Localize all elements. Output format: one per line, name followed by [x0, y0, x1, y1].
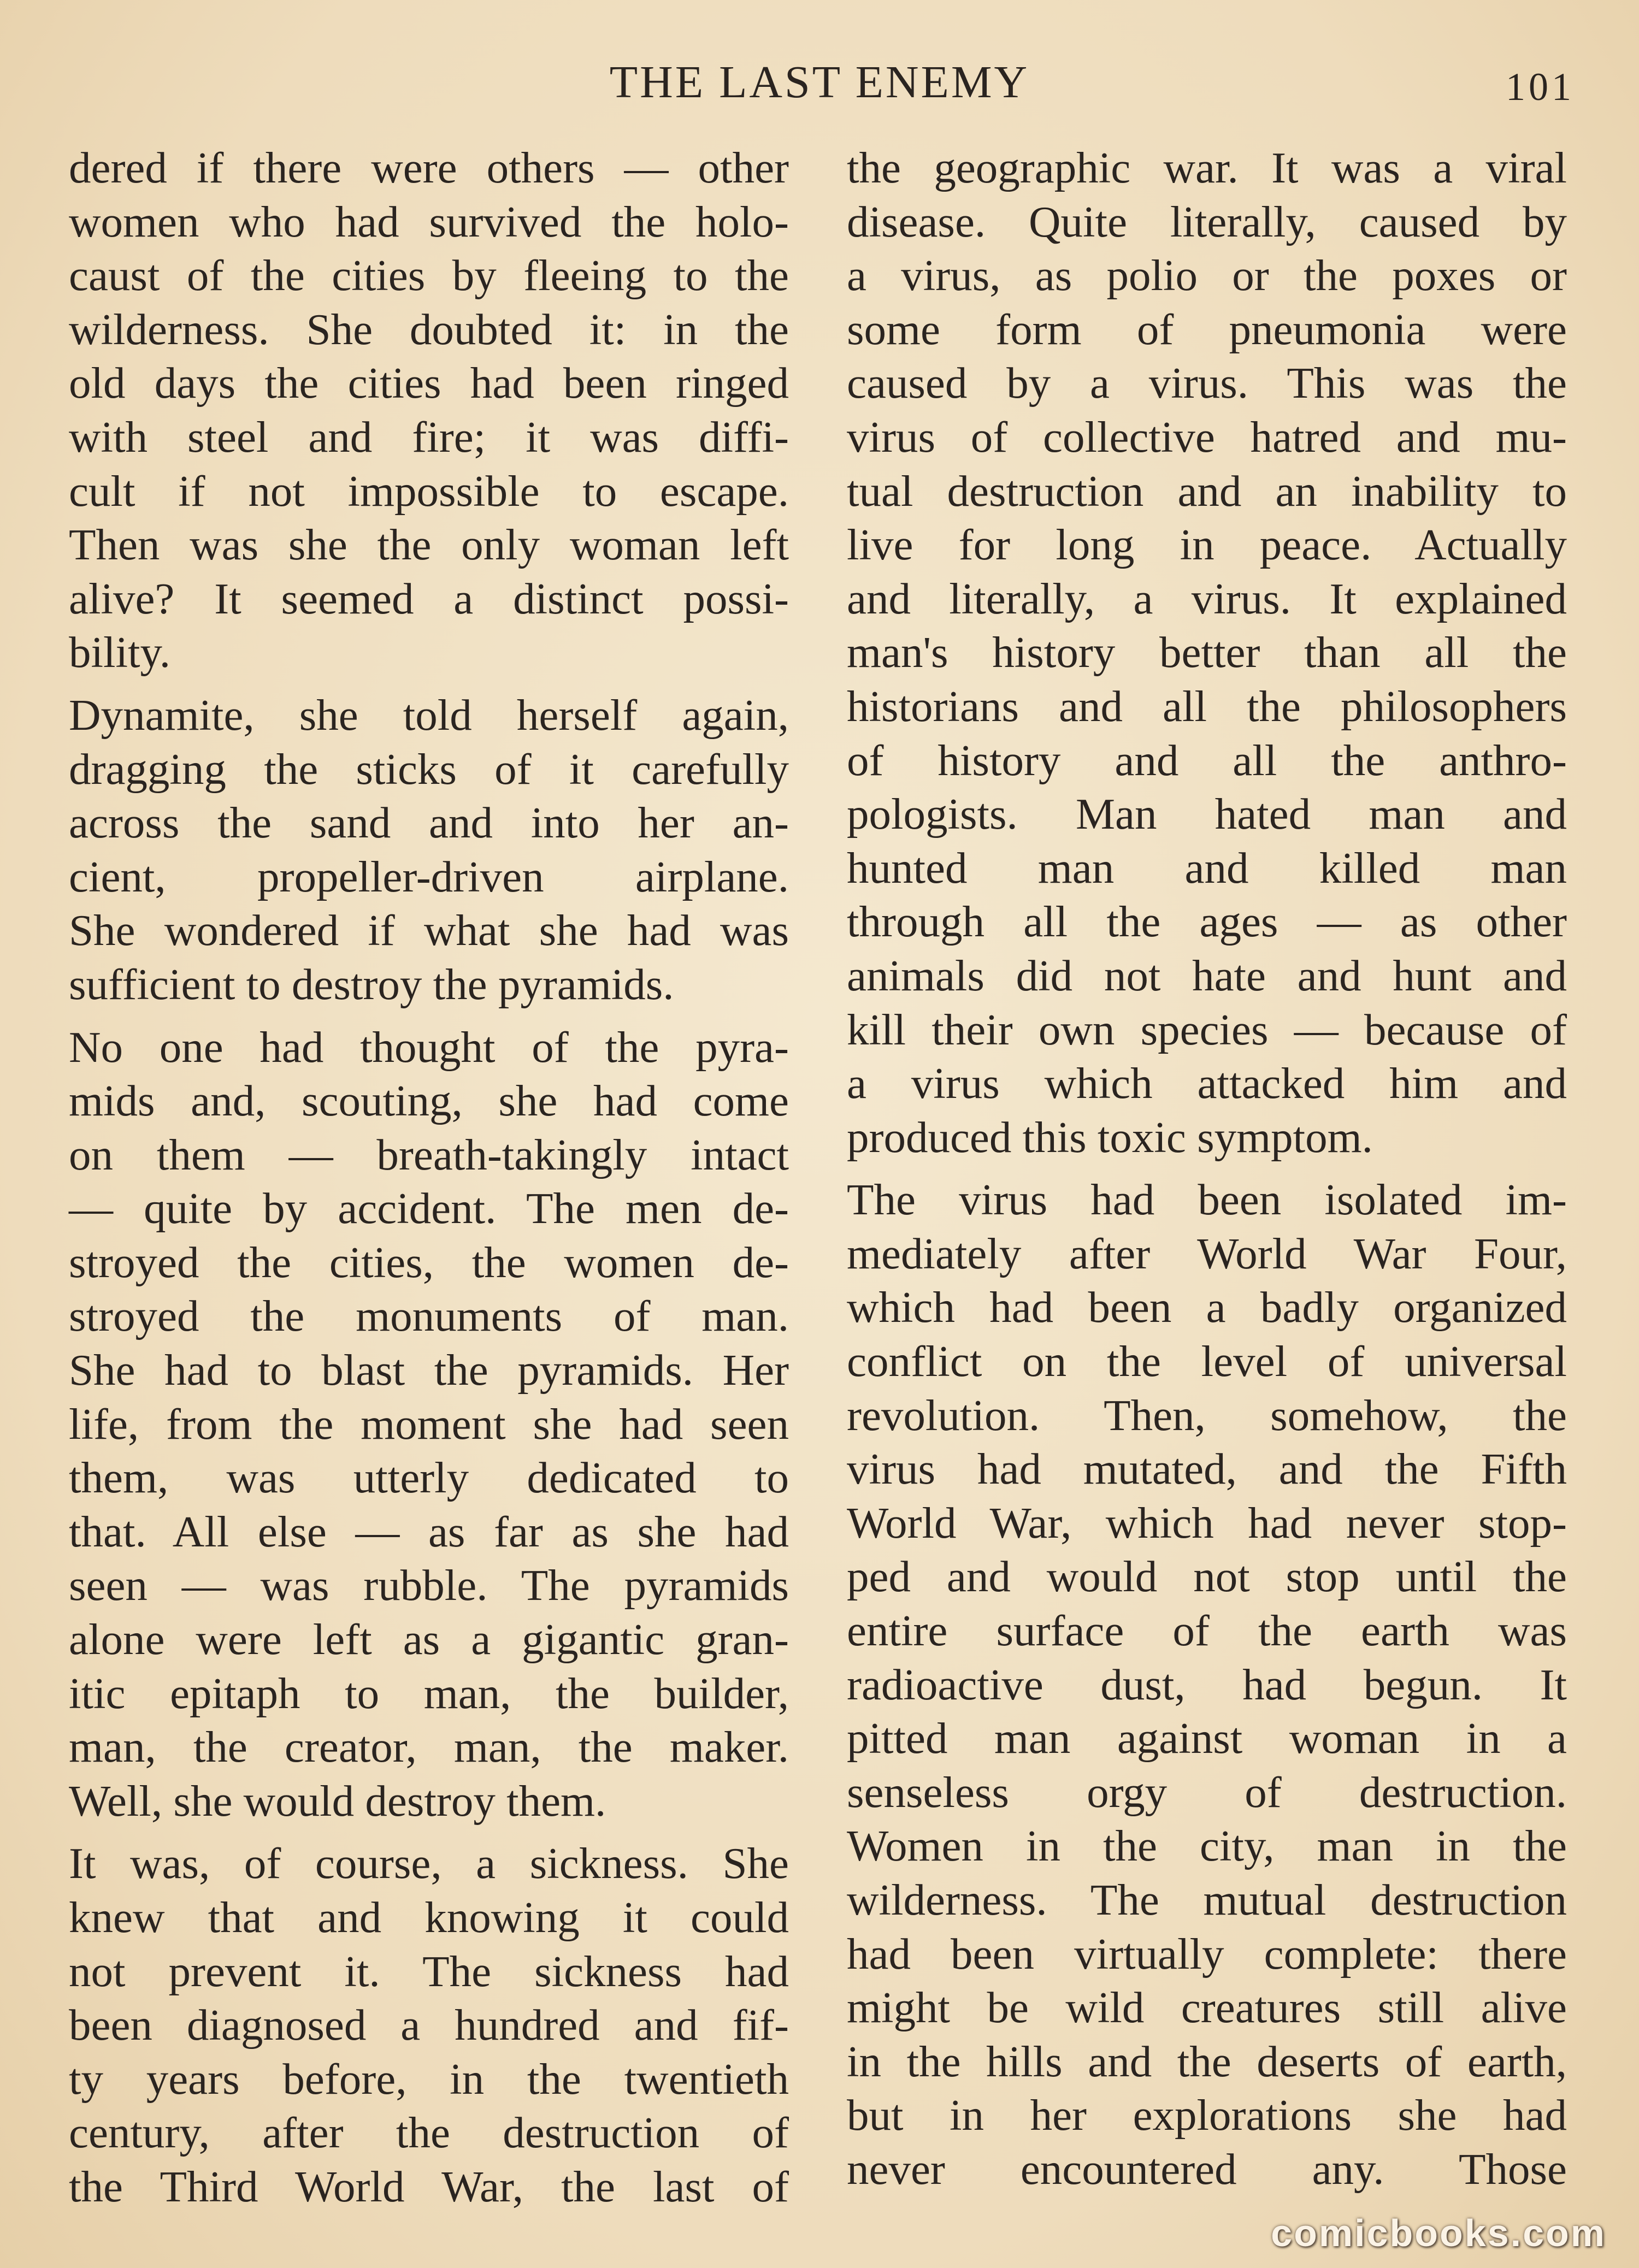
text-line: senseless orgy of destruction.	[847, 1767, 1567, 1817]
text-line: never encountered any. Those	[847, 2144, 1567, 2194]
text-line: stroyed the cities, the women de-	[69, 1237, 789, 1287]
site-watermark: comicbooks.com	[1271, 2212, 1606, 2254]
text-line: alone were left as a gigantic gran-	[69, 1615, 789, 1664]
page-number: 101	[1506, 65, 1575, 109]
text-line: wilderness. The mutual destruction	[847, 1875, 1567, 1924]
text-line: women who had survived the holo-	[69, 197, 789, 246]
text-line: alive? It seemed a distinct possi-	[69, 574, 789, 623]
text-line: produced this toxic symptom.	[847, 1112, 1373, 1162]
text-line: not prevent it. The sickness had	[69, 1946, 789, 1996]
text-line: — quite by accident. The men de-	[69, 1184, 789, 1233]
running-title: THE LAST ENEMY	[609, 57, 1030, 108]
text-line: and literally, a virus. It explained	[847, 574, 1567, 623]
text-line: kill their own species — because of	[847, 1005, 1567, 1054]
text-line: bility.	[69, 628, 171, 677]
text-line: on them — breath-takingly intact	[69, 1130, 789, 1179]
text-line: man, the creator, man, the maker.	[69, 1722, 789, 1772]
text-line: man's history better than all the	[847, 628, 1567, 677]
text-line: that. All else — as far as she had	[69, 1507, 789, 1556]
paragraph-gap	[847, 1164, 1567, 1173]
text-line: It was, of course, a sickness. She	[69, 1839, 789, 1888]
paragraph-gap	[69, 1012, 789, 1020]
paragraph-gap	[69, 680, 789, 688]
text-line: sufficient to destroy the pyramids.	[69, 959, 674, 1009]
text-line: cult if not impossible to escape.	[69, 466, 789, 516]
text-line: mids and, scouting, she had come	[69, 1076, 789, 1126]
text-line: disease. Quite literally, caused by	[847, 197, 1567, 246]
text-line: revolution. Then, somehow, the	[847, 1390, 1567, 1440]
text-line: a virus, as polio or the poxes or	[847, 251, 1567, 300]
text-line: World War, which had never stop-	[847, 1498, 1567, 1548]
text-line: animals did not hate and hunt and	[847, 950, 1567, 1000]
text-line: entire surface of the earth was	[847, 1606, 1567, 1656]
text-line: might be wild creatures still alive	[847, 1983, 1567, 2033]
text-line: life, from the moment she had seen	[69, 1399, 789, 1449]
text-line: She wondered if what she had was	[69, 906, 789, 955]
text-line: the Third World War, the last of	[69, 2161, 789, 2211]
text-line: Women in the city, man in the	[847, 1821, 1567, 1871]
text-line: historians and all the philosophers	[847, 681, 1567, 731]
text-line: in the hills and the deserts of earth,	[847, 2036, 1567, 2086]
text-line: of history and all the anthro-	[847, 735, 1567, 785]
text-line: across the sand and into her an-	[69, 798, 789, 848]
text-line: seen — was rubble. The pyramids	[69, 1561, 789, 1610]
text-line: but in her explorations she had	[847, 2090, 1567, 2140]
text-line: live for long in peace. Actually	[847, 520, 1567, 570]
text-line: through all the ages — as other	[847, 897, 1567, 947]
text-line: with steel and fire; it was diffi-	[69, 412, 789, 462]
text-line: some form of pneumonia were	[847, 304, 1567, 354]
text-line: which had been a badly organized	[847, 1283, 1567, 1332]
text-line: radioactive dust, had begun. It	[847, 1659, 1567, 1709]
text-line: She had to blast the pyramids. Her	[69, 1345, 789, 1395]
text-line: virus of collective hatred and mu-	[847, 412, 1567, 462]
right-text-column	[847, 141, 1567, 2196]
text-line: conflict on the level of universal	[847, 1337, 1567, 1386]
running-head	[0, 52, 1639, 113]
text-line: ped and would not stop until the	[847, 1552, 1567, 1602]
text-line: been diagnosed a hundred and fif-	[69, 2000, 789, 2050]
text-line: a virus which attacked him and	[847, 1059, 1567, 1108]
text-line: old days the cities had been ringed	[69, 358, 789, 408]
text-line: stroyed the monuments of man.	[69, 1291, 789, 1341]
text-line: tual destruction and an inability to	[847, 466, 1567, 516]
left-text-column	[69, 141, 789, 2214]
text-line: caused by a virus. This was the	[847, 358, 1567, 408]
text-line: itic epitaph to man, the builder,	[69, 1668, 789, 1718]
text-line: Well, she would destroy them.	[69, 1776, 606, 1826]
text-line: cient, propeller-driven airplane.	[69, 852, 789, 901]
text-line: hunted man and killed man	[847, 843, 1567, 893]
text-line: them, was utterly dedicated to	[69, 1453, 789, 1503]
text-line: No one had thought of the pyra-	[69, 1022, 789, 1072]
text-line: knew that and knowing it could	[69, 1893, 789, 1942]
text-line: dered if there were others — other	[69, 143, 789, 192]
text-line: mediately after World War Four,	[847, 1228, 1567, 1278]
text-line: had been virtually complete: there	[847, 1929, 1567, 1978]
text-line: wilderness. She doubted it: in the	[69, 304, 789, 354]
text-line: the geographic war. It was a viral	[847, 143, 1567, 192]
text-line: dragging the sticks of it carefully	[69, 744, 789, 794]
text-line: Then was she the only woman left	[69, 520, 789, 570]
paragraph-gap	[69, 1828, 789, 1836]
text-line: Dynamite, she told herself again,	[69, 690, 789, 740]
text-line: virus had mutated, and the Fifth	[847, 1444, 1567, 1494]
text-line: caust of the cities by fleeing to the	[69, 251, 789, 300]
text-line: pitted man against woman in a	[847, 1714, 1567, 1763]
text-line: pologists. Man hated man and	[847, 789, 1567, 839]
text-line: century, after the destruction of	[69, 2108, 789, 2158]
text-line: The virus had been isolated im-	[847, 1175, 1567, 1225]
text-line: ty years before, in the twentieth	[69, 2054, 789, 2104]
